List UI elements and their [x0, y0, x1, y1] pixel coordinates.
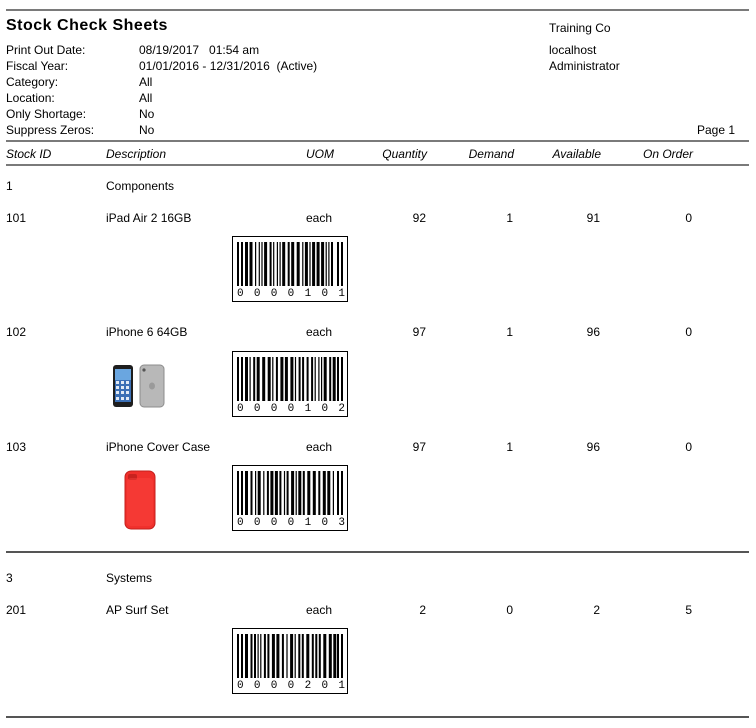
server-name: localhost: [549, 43, 597, 57]
barcode-digit: 0: [253, 517, 261, 529]
barcode-bar: [312, 634, 314, 678]
stock-id: 101: [6, 211, 27, 225]
barcode-bar: [331, 242, 333, 286]
barcode-bar: [341, 471, 343, 515]
barcode-bar: [328, 242, 329, 286]
barcode-bar: [313, 471, 316, 515]
stock-id: 103: [6, 440, 27, 454]
barcode-bar: [267, 634, 269, 678]
barcode-bar: [275, 471, 278, 515]
quantity: 92: [412, 211, 426, 225]
barcode-bar: [268, 357, 271, 401]
barcode-bar: [326, 242, 327, 286]
barcode-bar: [341, 242, 343, 286]
barcode-bar: [264, 242, 267, 286]
param-value: All: [139, 75, 153, 89]
col-uom: UOM: [306, 147, 334, 161]
barcode-digit: 0: [253, 403, 261, 415]
param-label: Suppress Zeros:: [6, 123, 95, 137]
header-rule-bottom: [6, 164, 749, 166]
barcode-bar: [329, 634, 332, 678]
group-divider: [6, 551, 749, 553]
barcode-bar: [245, 471, 248, 515]
barcode-bar: [337, 357, 339, 401]
barcode-digit: 1: [338, 288, 345, 300]
barcode-bar: [273, 242, 274, 286]
col-on-order: On Order: [643, 147, 694, 161]
group-name: Components: [106, 179, 175, 193]
col-demand: Demand: [468, 147, 514, 161]
barcode-bar: [257, 357, 260, 401]
barcode-bar: [298, 471, 301, 515]
barcode-bar: [245, 357, 248, 401]
barcode-bar: [302, 634, 304, 678]
barcode-bar: [290, 357, 293, 401]
barcode: [232, 351, 348, 417]
barcode-digit: 2: [338, 403, 345, 415]
demand: 0: [506, 603, 513, 617]
barcode-bar: [260, 634, 261, 678]
barcode-digits: [237, 517, 345, 529]
company-name: Training Co: [549, 21, 611, 35]
stock-id: 102: [6, 325, 27, 339]
barcode-bar: [285, 357, 288, 401]
barcode-digits: [237, 403, 345, 415]
barcode-bar: [255, 242, 256, 286]
barcode-bar: [312, 242, 315, 286]
barcode-bar: [337, 242, 339, 286]
barcode-bar: [309, 242, 310, 286]
barcode-bar: [337, 471, 339, 515]
barcode-bars: [237, 242, 343, 286]
top-rule: [6, 9, 749, 11]
available: 91: [586, 211, 600, 225]
barcode-bar: [270, 471, 273, 515]
barcode-bar: [259, 242, 260, 286]
barcode-bar: [279, 471, 281, 515]
barcode: [232, 628, 348, 694]
uom: each: [306, 440, 333, 454]
barcode-bar: [254, 634, 256, 678]
param-label: Location:: [6, 91, 55, 105]
barcode-bar: [276, 634, 279, 678]
barcode-bar: [298, 634, 300, 678]
barcode-digit: 0: [237, 680, 244, 692]
barcode-bar: [245, 242, 248, 286]
on-order: 5: [685, 603, 692, 617]
uom: each: [306, 325, 333, 339]
barcode-digit: 0: [287, 288, 295, 300]
barcode-digit: 0: [253, 288, 261, 300]
description: iPad Air 2 16GB: [106, 211, 192, 225]
barcode-bar: [327, 471, 330, 515]
barcode-bar: [241, 357, 243, 401]
barcode-digit: 0: [270, 403, 278, 415]
on-order: 0: [685, 325, 692, 339]
barcode-bar: [311, 357, 313, 401]
barcode-bar: [280, 242, 281, 286]
barcode-bar: [321, 242, 324, 286]
barcode-bar: [237, 634, 239, 678]
barcode-digit: 1: [304, 517, 312, 529]
barcode-bar: [267, 471, 269, 515]
barcode-digit: 0: [321, 517, 329, 529]
barcode-digit: 0: [270, 517, 278, 529]
on-order: 0: [685, 211, 692, 225]
barcode-bar: [270, 242, 272, 286]
iphone-photo: [112, 364, 166, 408]
group-id: 1: [6, 179, 13, 193]
col-quantity: Quantity: [382, 147, 427, 161]
barcode-digit: 0: [270, 288, 278, 300]
barcode-bar: [250, 242, 253, 286]
barcode-bar: [272, 634, 275, 678]
barcode-bar: [261, 242, 262, 286]
demand: 1: [506, 325, 513, 339]
barcode-bar: [305, 242, 308, 286]
barcode-bar: [263, 471, 264, 515]
barcode: [232, 465, 348, 531]
barcode-digit: 0: [287, 517, 295, 529]
barcode-bar: [303, 471, 305, 515]
barcode-digits: [237, 680, 345, 692]
barcode-digit: 0: [287, 680, 295, 692]
description: AP Surf Set: [106, 603, 169, 617]
barcode-bar: [341, 357, 343, 401]
description: iPhone Cover Case: [106, 440, 211, 454]
barcode-bar: [258, 471, 261, 515]
barcode-bar: [296, 471, 297, 515]
barcode-bar: [333, 357, 336, 401]
barcode-bars: [237, 471, 343, 515]
barcode-bar: [307, 471, 310, 515]
param-value: No: [139, 107, 155, 121]
barcode-digit: 0: [321, 403, 329, 415]
param-value: 01/01/2016 - 12/31/2016 (Active): [139, 59, 318, 73]
barcode-bar: [286, 634, 287, 678]
barcode-bar: [317, 242, 320, 286]
barcode-digit: 0: [321, 680, 329, 692]
barcode-bar: [237, 242, 239, 286]
barcode-bar: [251, 471, 253, 515]
barcode-bar: [302, 357, 304, 401]
barcode-digit: 0: [270, 680, 278, 692]
barcode-bar: [315, 357, 316, 401]
barcode-bar: [318, 471, 320, 515]
barcode-bar: [241, 634, 243, 678]
barcode-bar: [333, 471, 334, 515]
barcode-bar: [241, 471, 243, 515]
quantity: 2: [419, 603, 426, 617]
barcode-bar: [284, 471, 285, 515]
barcode-bar: [341, 634, 343, 678]
description: iPhone 6 64GB: [106, 325, 188, 339]
param-label: Print Out Date:: [6, 43, 86, 57]
group-name: Systems: [106, 571, 153, 585]
barcode-digit: 0: [287, 403, 295, 415]
barcode-bar: [291, 242, 294, 286]
barcode-bar: [291, 471, 294, 515]
user-name: Administrator: [549, 59, 620, 73]
barcode-bar: [277, 242, 278, 286]
barcode-bar: [295, 357, 296, 401]
bottom-rule: [6, 716, 749, 718]
barcode-digit: 0: [237, 403, 244, 415]
barcode-digits: [237, 288, 345, 300]
barcode-digit: 0: [321, 288, 329, 300]
barcode-bar: [288, 242, 290, 286]
barcode-bar: [315, 634, 317, 678]
barcode-bar: [299, 357, 301, 401]
available: 2: [593, 603, 600, 617]
demand: 1: [506, 211, 513, 225]
barcode-bar: [324, 357, 327, 401]
barcode-bar: [290, 634, 293, 678]
barcode-bar: [306, 634, 309, 678]
barcode-bar: [237, 471, 239, 515]
uom: each: [306, 211, 333, 225]
barcode-digit: 1: [338, 680, 345, 692]
barcode-bar: [329, 357, 331, 401]
barcode-bar: [237, 357, 239, 401]
param-value: All: [139, 91, 153, 105]
barcode-bar: [245, 634, 248, 678]
barcode-bar: [319, 634, 321, 678]
barcode-bar: [258, 634, 259, 678]
param-label: Fiscal Year:: [6, 59, 69, 73]
barcode-bar: [250, 357, 251, 401]
barcode-bar: [323, 634, 326, 678]
report-title: Stock Check Sheets: [6, 17, 168, 34]
stock-id: 201: [6, 603, 27, 617]
col-description: Description: [106, 147, 167, 161]
available: 96: [586, 325, 600, 339]
barcode-digit: 0: [237, 517, 244, 529]
barcode-bar: [276, 357, 278, 401]
on-order: 0: [685, 440, 692, 454]
barcode-bar: [297, 242, 300, 286]
barcode-bar: [253, 357, 255, 401]
barcode-bar: [333, 634, 336, 678]
quantity: 97: [412, 325, 426, 339]
barcode-bar: [323, 471, 326, 515]
quantity: 97: [412, 440, 426, 454]
barcode-bar: [255, 471, 256, 515]
barcode-bar: [262, 357, 265, 401]
param-label: Only Shortage:: [6, 107, 87, 121]
param-label: Category:: [6, 75, 59, 89]
barcode-bars: [237, 357, 343, 401]
barcode-bar: [280, 357, 283, 401]
barcode-bar: [318, 357, 319, 401]
col-stock-id: Stock ID: [6, 147, 52, 161]
barcode-digit: 1: [304, 288, 312, 300]
barcode-bars: [237, 634, 343, 678]
barcode-bar: [307, 357, 309, 401]
barcode-bar: [282, 634, 284, 678]
case-photo: [124, 470, 156, 530]
barcode-bar: [287, 471, 289, 515]
barcode-bar: [241, 242, 243, 286]
barcode-bar: [302, 242, 303, 286]
barcode-bar: [321, 357, 322, 401]
barcode-digit: 2: [304, 680, 312, 692]
header-rule-top: [6, 140, 749, 142]
barcode-bar: [337, 634, 339, 678]
page-number: Page 1: [697, 123, 736, 137]
barcode-digit: 0: [253, 680, 261, 692]
barcode: [232, 236, 348, 302]
barcode-digit: 0: [237, 288, 244, 300]
group-id: 3: [6, 571, 13, 585]
available: 96: [586, 440, 600, 454]
param-value: 08/19/2017 01:54 am: [139, 43, 260, 57]
barcode-digit: 1: [304, 403, 312, 415]
col-available: Available: [552, 147, 601, 161]
barcode-bar: [264, 634, 266, 678]
barcode-bar: [282, 242, 285, 286]
barcode-bar: [272, 357, 273, 401]
param-value: No: [139, 123, 155, 137]
uom: each: [306, 603, 333, 617]
barcode-bar: [295, 634, 296, 678]
demand: 1: [506, 440, 513, 454]
barcode-bar: [251, 634, 253, 678]
barcode-digit: 3: [338, 517, 345, 529]
